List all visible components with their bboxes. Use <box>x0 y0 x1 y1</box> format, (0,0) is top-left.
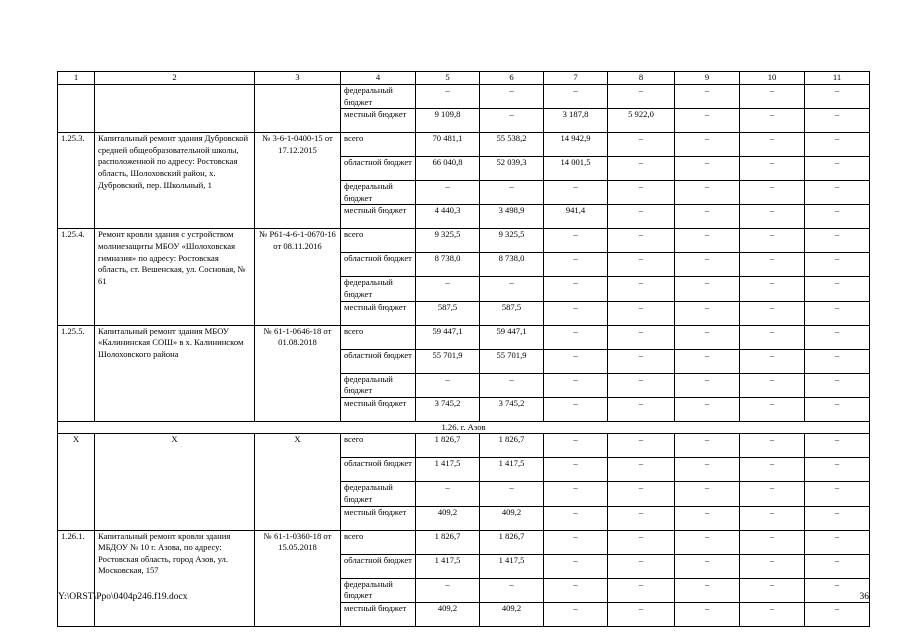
column-number: 9 <box>675 72 740 85</box>
value-cell: 55 538,2 <box>480 133 544 157</box>
value-cell: – <box>416 578 480 602</box>
value-cell: 409,2 <box>480 602 544 626</box>
column-number: 11 <box>805 72 870 85</box>
item-name <box>95 85 255 133</box>
funding-source: всего <box>341 229 416 253</box>
funding-source: местный бюджет <box>341 397 416 421</box>
funding-source: областной бюджет <box>341 157 416 181</box>
value-cell: 14 942,9 <box>544 133 608 157</box>
value-cell: – <box>675 373 740 397</box>
value-cell: – <box>675 229 740 253</box>
value-cell: – <box>544 602 608 626</box>
value-cell: – <box>608 373 675 397</box>
value-cell: – <box>416 85 480 109</box>
value-cell: – <box>608 157 675 181</box>
value-cell: – <box>544 349 608 373</box>
value-cell: – <box>740 506 805 530</box>
value-cell: – <box>608 434 675 458</box>
item-name: Ремонт кровли здания с устройством молниезащиты МБОУ «Шолоховская гимназия» по адресу: Ростовская область, ст. Вешенская, ул. Сосновая, № 61 <box>95 229 255 325</box>
value-cell: – <box>608 602 675 626</box>
value-cell: – <box>805 482 870 506</box>
value-cell: 587,5 <box>480 301 544 325</box>
value-cell: 3 187,8 <box>544 109 608 133</box>
column-number: 3 <box>255 72 341 85</box>
value-cell: – <box>480 109 544 133</box>
value-cell: – <box>805 578 870 602</box>
value-cell: – <box>416 373 480 397</box>
value-cell: 941,4 <box>544 205 608 229</box>
table-body <box>58 72 870 627</box>
item-number: 1.25.4. <box>58 229 95 325</box>
value-cell: – <box>608 325 675 349</box>
value-cell: – <box>544 277 608 301</box>
value-cell: – <box>675 458 740 482</box>
value-cell: 3 745,2 <box>416 397 480 421</box>
value-cell: – <box>544 506 608 530</box>
value-cell: – <box>608 277 675 301</box>
value-cell: – <box>675 301 740 325</box>
item-document: № Р61-4-6-1-0670-16 от 08.11.2016 <box>255 229 341 325</box>
value-cell: – <box>740 554 805 578</box>
value-cell: – <box>805 373 870 397</box>
value-cell: – <box>675 602 740 626</box>
item-document: № 61-1-0360-18 от 15.05.2018 <box>255 530 341 626</box>
funding-source: всего <box>341 530 416 554</box>
item-number <box>58 85 95 133</box>
value-cell: – <box>740 181 805 205</box>
page-number: 36 <box>859 592 869 602</box>
value-cell: – <box>805 325 870 349</box>
value-cell: – <box>608 458 675 482</box>
value-cell: – <box>544 578 608 602</box>
value-cell: – <box>805 181 870 205</box>
value-cell: – <box>608 205 675 229</box>
value-cell: 8 738,0 <box>416 253 480 277</box>
value-cell: – <box>805 602 870 626</box>
value-cell: – <box>480 482 544 506</box>
value-cell: – <box>544 325 608 349</box>
value-cell: – <box>675 530 740 554</box>
value-cell: – <box>805 85 870 109</box>
value-cell: – <box>675 109 740 133</box>
value-cell: 1 417,5 <box>416 458 480 482</box>
value-cell: 55 701,9 <box>480 349 544 373</box>
funding-source: областной бюджет <box>341 458 416 482</box>
value-cell: – <box>416 277 480 301</box>
value-cell: 9 325,5 <box>480 229 544 253</box>
item-name: Капитальный ремонт кровли здания МБДОУ № 10 г. Азова, по адресу: Ростовская область, город Азов, ул. Московская, 157 <box>95 530 255 626</box>
value-cell: 409,2 <box>416 602 480 626</box>
value-cell: – <box>544 482 608 506</box>
value-cell: – <box>675 157 740 181</box>
funding-source: всего <box>341 133 416 157</box>
value-cell: – <box>544 458 608 482</box>
value-cell: 1 826,7 <box>480 530 544 554</box>
item-number: 1.26.1. <box>58 530 95 626</box>
value-cell: – <box>740 325 805 349</box>
value-cell: – <box>740 301 805 325</box>
table-row <box>58 133 870 157</box>
funding-source: местный бюджет <box>341 506 416 530</box>
value-cell: – <box>805 301 870 325</box>
value-cell: – <box>608 301 675 325</box>
value-cell: 3 745,2 <box>480 397 544 421</box>
value-cell: – <box>805 133 870 157</box>
value-cell: – <box>608 85 675 109</box>
value-cell: – <box>675 482 740 506</box>
value-cell: – <box>675 205 740 229</box>
value-cell: – <box>608 133 675 157</box>
file-path: Y:\ORST\Ppo\0404p246.f19.docx <box>58 592 188 602</box>
value-cell: 1 826,7 <box>480 434 544 458</box>
value-cell: 70 481,1 <box>416 133 480 157</box>
item-document <box>255 85 341 133</box>
value-cell: – <box>675 434 740 458</box>
value-cell: – <box>805 397 870 421</box>
value-cell: – <box>675 578 740 602</box>
value-cell: – <box>608 578 675 602</box>
value-cell: 587,5 <box>416 301 480 325</box>
value-cell: – <box>544 229 608 253</box>
section-title: 1.26. г. Азов <box>58 421 870 434</box>
value-cell: 66 040,8 <box>416 157 480 181</box>
item-number: 1.25.5. <box>58 325 95 421</box>
value-cell: – <box>675 325 740 349</box>
item-number: 1.25.3. <box>58 133 95 229</box>
value-cell: 5 922,0 <box>608 109 675 133</box>
value-cell: – <box>480 578 544 602</box>
column-number: 1 <box>58 72 95 85</box>
funding-source: областной бюджет <box>341 349 416 373</box>
value-cell: – <box>608 482 675 506</box>
value-cell: – <box>544 253 608 277</box>
value-cell: – <box>544 554 608 578</box>
value-cell: – <box>608 181 675 205</box>
value-cell: – <box>805 506 870 530</box>
value-cell: – <box>740 397 805 421</box>
value-cell: – <box>740 602 805 626</box>
value-cell: – <box>805 157 870 181</box>
item-document: Х <box>255 434 341 530</box>
value-cell: 1 417,5 <box>480 554 544 578</box>
value-cell: – <box>805 554 870 578</box>
value-cell: – <box>608 397 675 421</box>
funding-source: местный бюджет <box>341 109 416 133</box>
value-cell: 4 440,3 <box>416 205 480 229</box>
table-row <box>58 530 870 554</box>
value-cell: – <box>544 181 608 205</box>
funding-source: всего <box>341 434 416 458</box>
item-document: № 61-1-0646-18 от 01.08.2018 <box>255 325 341 421</box>
value-cell: – <box>805 434 870 458</box>
table-row <box>58 325 870 349</box>
value-cell: – <box>544 373 608 397</box>
value-cell: – <box>608 253 675 277</box>
value-cell: – <box>740 133 805 157</box>
value-cell: – <box>805 530 870 554</box>
item-name: Капитальный ремонт здания МБОУ «Калининская СОШ» в х. Калининском Шолоховского района <box>95 325 255 421</box>
value-cell: – <box>740 205 805 229</box>
funding-source: местный бюджет <box>341 205 416 229</box>
column-number: 6 <box>480 72 544 85</box>
value-cell: – <box>805 349 870 373</box>
funding-source: федеральный бюджет <box>341 85 416 109</box>
value-cell: – <box>544 434 608 458</box>
value-cell: – <box>480 277 544 301</box>
value-cell: – <box>608 349 675 373</box>
value-cell: – <box>675 397 740 421</box>
item-number: Х <box>58 434 95 530</box>
value-cell: 59 447,1 <box>416 325 480 349</box>
value-cell: – <box>675 253 740 277</box>
value-cell: – <box>805 458 870 482</box>
value-cell: – <box>740 530 805 554</box>
table-row <box>58 229 870 253</box>
value-cell: – <box>740 482 805 506</box>
value-cell: 3 498,9 <box>480 205 544 229</box>
funding-source: федеральный бюджет <box>341 482 416 506</box>
value-cell: – <box>740 109 805 133</box>
value-cell: – <box>740 85 805 109</box>
funding-source: областной бюджет <box>341 554 416 578</box>
value-cell: 409,2 <box>416 506 480 530</box>
table-row <box>58 434 870 458</box>
budget-table <box>57 71 870 627</box>
value-cell: – <box>740 458 805 482</box>
value-cell: 59 447,1 <box>480 325 544 349</box>
value-cell: – <box>740 157 805 181</box>
column-number: 2 <box>95 72 255 85</box>
column-number: 10 <box>740 72 805 85</box>
column-number: 7 <box>544 72 608 85</box>
value-cell: 409,2 <box>480 506 544 530</box>
value-cell: – <box>416 181 480 205</box>
table-row <box>58 85 870 109</box>
value-cell: – <box>544 397 608 421</box>
funding-source: местный бюджет <box>341 301 416 325</box>
value-cell: 9 325,5 <box>416 229 480 253</box>
funding-source: федеральный бюджет <box>341 277 416 301</box>
item-document: № 3-6-1-0400-15 от 17.12.2015 <box>255 133 341 229</box>
value-cell: – <box>544 530 608 554</box>
value-cell: – <box>608 530 675 554</box>
value-cell: – <box>740 253 805 277</box>
value-cell: – <box>805 109 870 133</box>
value-cell: 52 039,3 <box>480 157 544 181</box>
value-cell: – <box>608 554 675 578</box>
section-row <box>58 421 870 434</box>
funding-source: всего <box>341 325 416 349</box>
value-cell: – <box>740 578 805 602</box>
value-cell: 1 826,7 <box>416 530 480 554</box>
funding-source: областной бюджет <box>341 253 416 277</box>
value-cell: – <box>675 554 740 578</box>
value-cell: – <box>740 434 805 458</box>
value-cell: – <box>544 85 608 109</box>
value-cell: – <box>805 253 870 277</box>
value-cell: – <box>544 301 608 325</box>
value-cell: 1 417,5 <box>416 554 480 578</box>
value-cell: 9 109,8 <box>416 109 480 133</box>
value-cell: – <box>805 229 870 253</box>
value-cell: – <box>416 482 480 506</box>
item-name: Х <box>95 434 255 530</box>
value-cell: – <box>740 349 805 373</box>
column-number: 8 <box>608 72 675 85</box>
column-number: 4 <box>341 72 416 85</box>
value-cell: 55 701,9 <box>416 349 480 373</box>
value-cell: – <box>480 373 544 397</box>
value-cell: – <box>740 229 805 253</box>
funding-source: федеральный бюджет <box>341 578 416 602</box>
value-cell: – <box>675 133 740 157</box>
value-cell: – <box>805 277 870 301</box>
value-cell: – <box>740 277 805 301</box>
value-cell: – <box>608 506 675 530</box>
value-cell: 1 417,5 <box>480 458 544 482</box>
value-cell: – <box>805 205 870 229</box>
value-cell: – <box>608 229 675 253</box>
value-cell: 8 738,0 <box>480 253 544 277</box>
funding-source: местный бюджет <box>341 602 416 626</box>
value-cell: – <box>740 373 805 397</box>
funding-source: федеральный бюджет <box>341 373 416 397</box>
value-cell: – <box>480 181 544 205</box>
item-name: Капитальный ремонт здания Дубровской средней общеобразовательной школы, расположенной по адресу: Ростовская область, Шолоховский район, х. Дубровский, пер. Школьный, 1 <box>95 133 255 229</box>
value-cell: 14 001,5 <box>544 157 608 181</box>
value-cell: – <box>675 85 740 109</box>
value-cell: 1 826,7 <box>416 434 480 458</box>
value-cell: – <box>675 277 740 301</box>
value-cell: – <box>675 349 740 373</box>
header-row <box>58 72 870 85</box>
value-cell: – <box>675 506 740 530</box>
value-cell: – <box>480 85 544 109</box>
value-cell: – <box>675 181 740 205</box>
funding-source: федеральный бюджет <box>341 181 416 205</box>
column-number: 5 <box>416 72 480 85</box>
